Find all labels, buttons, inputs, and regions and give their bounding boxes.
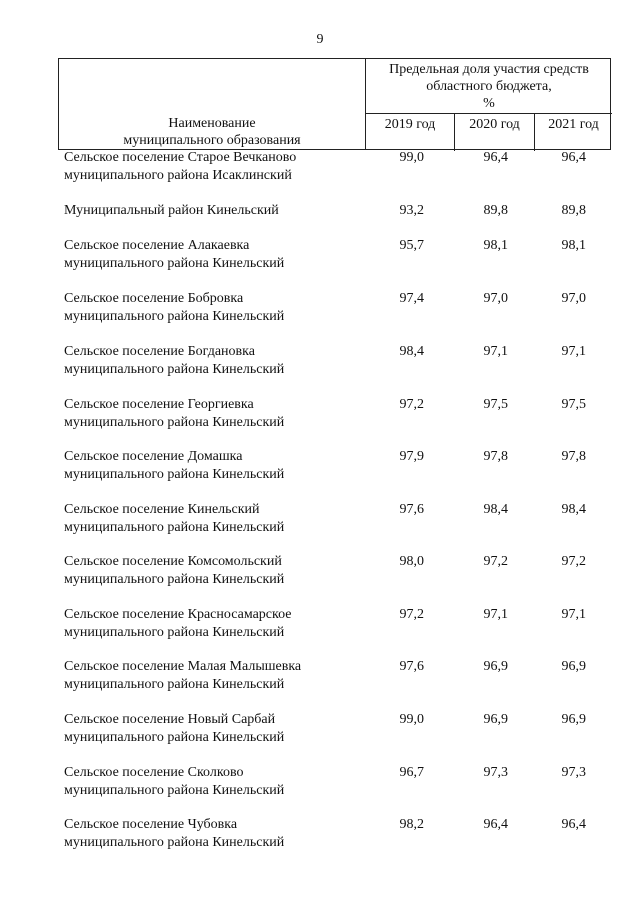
value-2021: 97,3: [561, 765, 586, 780]
municipality-name-line: Сельское поселение Богдановка: [64, 344, 255, 359]
municipality-name: [64, 202, 364, 220]
value-2021: 96,4: [561, 150, 586, 165]
municipality-name-line: муниципального района Кинельский: [64, 415, 285, 430]
value-2019: 97,9: [399, 449, 424, 464]
municipality-name-line: Муниципальный район Кинельский: [64, 203, 279, 218]
municipality-name: [64, 237, 364, 273]
municipality-name-line: Сельское поселение Чубовка: [64, 817, 238, 832]
column-header-2021: 2021 год: [548, 117, 599, 132]
value-2020: 96,9: [483, 659, 508, 674]
value-2020: 97,8: [483, 449, 508, 464]
value-2020: 96,4: [483, 817, 508, 832]
value-2021: 96,9: [561, 659, 586, 674]
value-2019: 98,0: [399, 554, 424, 569]
value-2020: 98,1: [483, 238, 508, 253]
table-header: [58, 58, 611, 150]
municipality-name-line: Сельское поселение Георгиевка: [64, 397, 254, 412]
municipality-name-line: муниципального района Кинельский: [64, 467, 285, 482]
column-header-group-line: Предельная доля участия средств: [389, 62, 589, 77]
value-2019: 99,0: [399, 150, 424, 165]
column-header-name-line: муниципального образования: [123, 133, 301, 148]
municipality-name: [64, 290, 364, 326]
value-2021: 97,1: [561, 344, 586, 359]
municipality-name-line: Сельское поселение Бобровка: [64, 291, 244, 306]
column-header-group-line: областного бюджета,: [426, 79, 552, 94]
value-2020: 97,1: [483, 607, 508, 622]
municipality-name: [64, 606, 364, 642]
value-2019: 98,4: [399, 344, 424, 359]
value-2021: 98,4: [561, 502, 586, 517]
value-2021: 96,9: [561, 712, 586, 727]
municipality-name: [64, 396, 364, 432]
municipality-name-line: Сельское поселение Старое Вечканово: [64, 150, 297, 165]
value-2019: 97,6: [399, 659, 424, 674]
municipality-name-line: Сельское поселение Комсомольский: [64, 554, 282, 569]
value-2020: 89,8: [483, 203, 508, 218]
header-divider: [365, 113, 612, 114]
municipality-name: [64, 343, 364, 379]
page-number: 9: [316, 32, 324, 47]
column-header-name: [59, 115, 365, 149]
value-2020: 97,0: [483, 291, 508, 306]
value-2019: 99,0: [399, 712, 424, 727]
municipality-name: [64, 764, 364, 800]
value-2021: 89,8: [561, 203, 586, 218]
column-header-group-line: %: [483, 96, 495, 111]
municipality-name-line: муниципального района Исаклинский: [64, 168, 292, 183]
value-2019: 93,2: [399, 203, 424, 218]
value-2021: 97,0: [561, 291, 586, 306]
value-2021: 97,2: [561, 554, 586, 569]
municipality-name-line: Сельское поселение Алакаевка: [64, 238, 250, 253]
value-2020: 97,3: [483, 765, 508, 780]
value-2019: 97,6: [399, 502, 424, 517]
municipality-name-line: муниципального района Кинельский: [64, 572, 285, 587]
value-2019: 96,7: [399, 765, 424, 780]
municipality-name-line: Сельское поселение Сколково: [64, 765, 244, 780]
value-2019: 98,2: [399, 817, 424, 832]
value-2021: 97,5: [561, 397, 586, 412]
value-2020: 98,4: [483, 502, 508, 517]
municipality-name-line: муниципального района Кинельский: [64, 362, 285, 377]
municipality-name-line: муниципального района Кинельский: [64, 520, 285, 535]
municipality-name-line: Сельское поселение Красносамарское: [64, 607, 292, 622]
municipality-name: [64, 149, 364, 185]
municipality-name-line: муниципального района Кинельский: [64, 256, 285, 271]
municipality-name-line: муниципального района Кинельский: [64, 309, 285, 324]
value-2021: 97,8: [561, 449, 586, 464]
value-2020: 97,1: [483, 344, 508, 359]
column-header-2020: 2020 год: [469, 117, 520, 132]
municipality-name-line: муниципального района Кинельский: [64, 625, 285, 640]
municipality-name-line: Сельское поселение Новый Сарбай: [64, 712, 276, 727]
column-header-name-line: Наименование: [168, 116, 256, 131]
municipality-name-line: Сельское поселение Домашка: [64, 449, 243, 464]
column-header-2019: 2019 год: [384, 117, 436, 132]
municipality-name-line: муниципального района Кинельский: [64, 835, 285, 850]
municipality-name: [64, 816, 364, 852]
municipality-name-line: муниципального района Кинельский: [64, 677, 285, 692]
municipality-name: [64, 448, 364, 484]
municipality-name-line: Сельское поселение Малая Малышевка: [64, 659, 302, 674]
municipality-name: [64, 658, 364, 694]
municipality-name: [64, 711, 364, 747]
value-2019: 95,7: [399, 238, 424, 253]
column-header-group: [366, 61, 612, 112]
value-2020: 97,5: [483, 397, 508, 412]
value-2019: 97,2: [399, 397, 424, 412]
municipality-name-line: муниципального района Кинельский: [64, 730, 285, 745]
value-2020: 96,9: [483, 712, 508, 727]
value-2019: 97,4: [399, 291, 424, 306]
municipality-name: [64, 501, 364, 537]
value-2020: 97,2: [483, 554, 508, 569]
municipality-name: [64, 553, 364, 589]
value-2020: 96,4: [483, 150, 508, 165]
value-2021: 96,4: [561, 817, 586, 832]
municipality-name-line: муниципального района Кинельский: [64, 783, 285, 798]
value-2019: 97,2: [399, 607, 424, 622]
municipality-name-line: Сельское поселение Кинельский: [64, 502, 260, 517]
value-2021: 98,1: [561, 238, 586, 253]
value-2021: 97,1: [561, 607, 586, 622]
